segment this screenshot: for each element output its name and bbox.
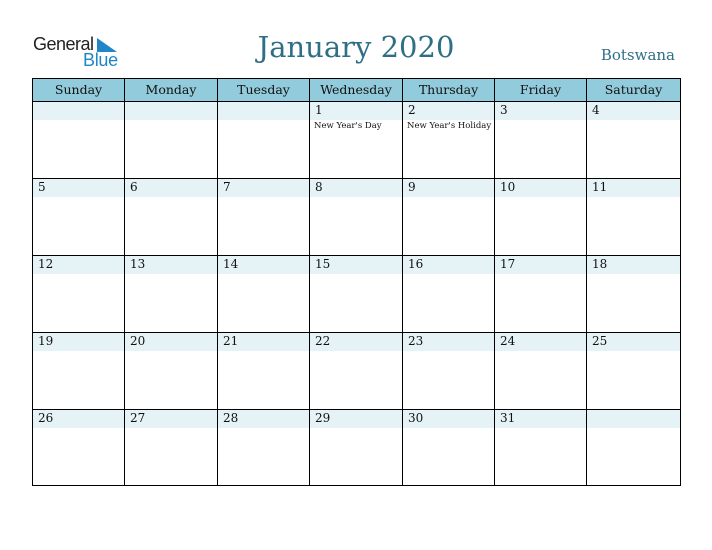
day-number: 27 — [130, 411, 146, 425]
weekday-header-monday: Monday — [125, 79, 218, 101]
day-number: 7 — [223, 180, 231, 194]
logo-text-blue: Blue — [83, 50, 118, 70]
day-cell-header-band — [587, 410, 680, 428]
weekday-header-saturday: Saturday — [604, 82, 663, 97]
day-cell — [33, 410, 125, 485]
day-cell-header-band — [125, 102, 217, 120]
day-number: 31 — [500, 411, 516, 425]
week-row — [33, 179, 680, 256]
day-number: 3 — [500, 103, 508, 117]
day-number: 11 — [592, 180, 608, 194]
day-cell — [310, 410, 403, 485]
weekday-header-wednesday: Wednesday — [310, 79, 403, 101]
day-number: 29 — [315, 411, 331, 425]
day-cell — [125, 410, 218, 485]
day-number: 12 — [38, 257, 54, 271]
day-number: 15 — [315, 257, 331, 271]
day-cell-header-band — [218, 179, 309, 197]
weekday-header-sunday: Sunday — [33, 79, 125, 101]
day-cell — [495, 333, 587, 409]
day-cell — [33, 256, 125, 332]
day-number: 22 — [315, 334, 331, 348]
day-cell-header-band — [33, 179, 124, 197]
day-number: 26 — [38, 411, 54, 425]
calendar-grid — [32, 78, 681, 486]
day-cell — [495, 256, 587, 332]
day-cell — [218, 333, 310, 409]
country-label: Botswana — [600, 46, 675, 64]
day-cell — [125, 333, 218, 409]
day-number: 10 — [500, 180, 516, 194]
day-number: 6 — [130, 180, 138, 194]
weekday-header-friday: Friday — [495, 79, 587, 101]
day-number: 2 — [408, 103, 416, 117]
day-cell — [587, 333, 680, 409]
day-cell-header-band — [587, 102, 680, 120]
day-number: 5 — [38, 180, 46, 194]
day-cell-header-band — [125, 179, 217, 197]
day-cell — [218, 410, 310, 485]
day-cell — [587, 410, 680, 485]
weekday-header-tuesday: Tuesday — [218, 79, 310, 101]
day-cell — [403, 410, 495, 485]
day-cell-header-band — [403, 102, 494, 120]
holiday-label: New Year's Holiday — [407, 121, 492, 131]
day-number: 21 — [223, 334, 239, 348]
weekday-header-row — [33, 79, 680, 102]
day-number: 28 — [223, 411, 239, 425]
day-number: 14 — [223, 257, 239, 271]
day-cell — [403, 179, 495, 255]
day-cell — [310, 333, 403, 409]
day-number: 18 — [592, 257, 608, 271]
day-cell — [125, 179, 218, 255]
holiday-label: New Year's Day — [314, 121, 382, 131]
day-cell — [403, 102, 495, 178]
week-row — [33, 333, 680, 410]
day-cell-header-band — [218, 102, 309, 120]
logo-text-general: General — [33, 34, 94, 54]
day-cell-header-band — [33, 102, 124, 120]
day-number: 1 — [315, 103, 323, 117]
page-title: January 2020 — [257, 30, 455, 64]
week-row — [33, 256, 680, 333]
day-cell — [218, 102, 310, 178]
day-cell-header-band — [495, 102, 586, 120]
day-number: 19 — [38, 334, 54, 348]
day-number: 16 — [408, 257, 424, 271]
day-cell — [587, 102, 680, 178]
day-cell — [33, 102, 125, 178]
day-cell-header-band — [310, 179, 402, 197]
day-cell — [125, 102, 218, 178]
day-number: 4 — [592, 103, 600, 117]
day-number: 24 — [500, 334, 516, 348]
day-cell — [495, 102, 587, 178]
day-number: 9 — [408, 180, 416, 194]
day-cell — [495, 410, 587, 485]
day-number: 25 — [592, 334, 608, 348]
day-cell — [310, 102, 403, 178]
weekday-header-thursday: Thursday — [403, 79, 495, 101]
day-cell — [218, 179, 310, 255]
day-cell — [310, 179, 403, 255]
day-cell — [125, 256, 218, 332]
day-number: 8 — [315, 180, 323, 194]
day-cell — [403, 333, 495, 409]
day-number: 17 — [500, 257, 516, 271]
day-number: 23 — [408, 334, 424, 348]
day-cell — [403, 256, 495, 332]
day-cell-header-band — [310, 102, 402, 120]
day-number: 30 — [408, 411, 424, 425]
day-cell-header-band — [403, 179, 494, 197]
day-number: 13 — [130, 257, 146, 271]
day-number: 20 — [130, 334, 146, 348]
week-row — [33, 410, 680, 485]
week-row — [33, 102, 680, 179]
day-cell — [587, 179, 680, 255]
day-cell — [587, 256, 680, 332]
day-cell — [310, 256, 403, 332]
day-cell — [218, 256, 310, 332]
day-cell — [33, 333, 125, 409]
day-cell — [495, 179, 587, 255]
day-cell — [33, 179, 125, 255]
